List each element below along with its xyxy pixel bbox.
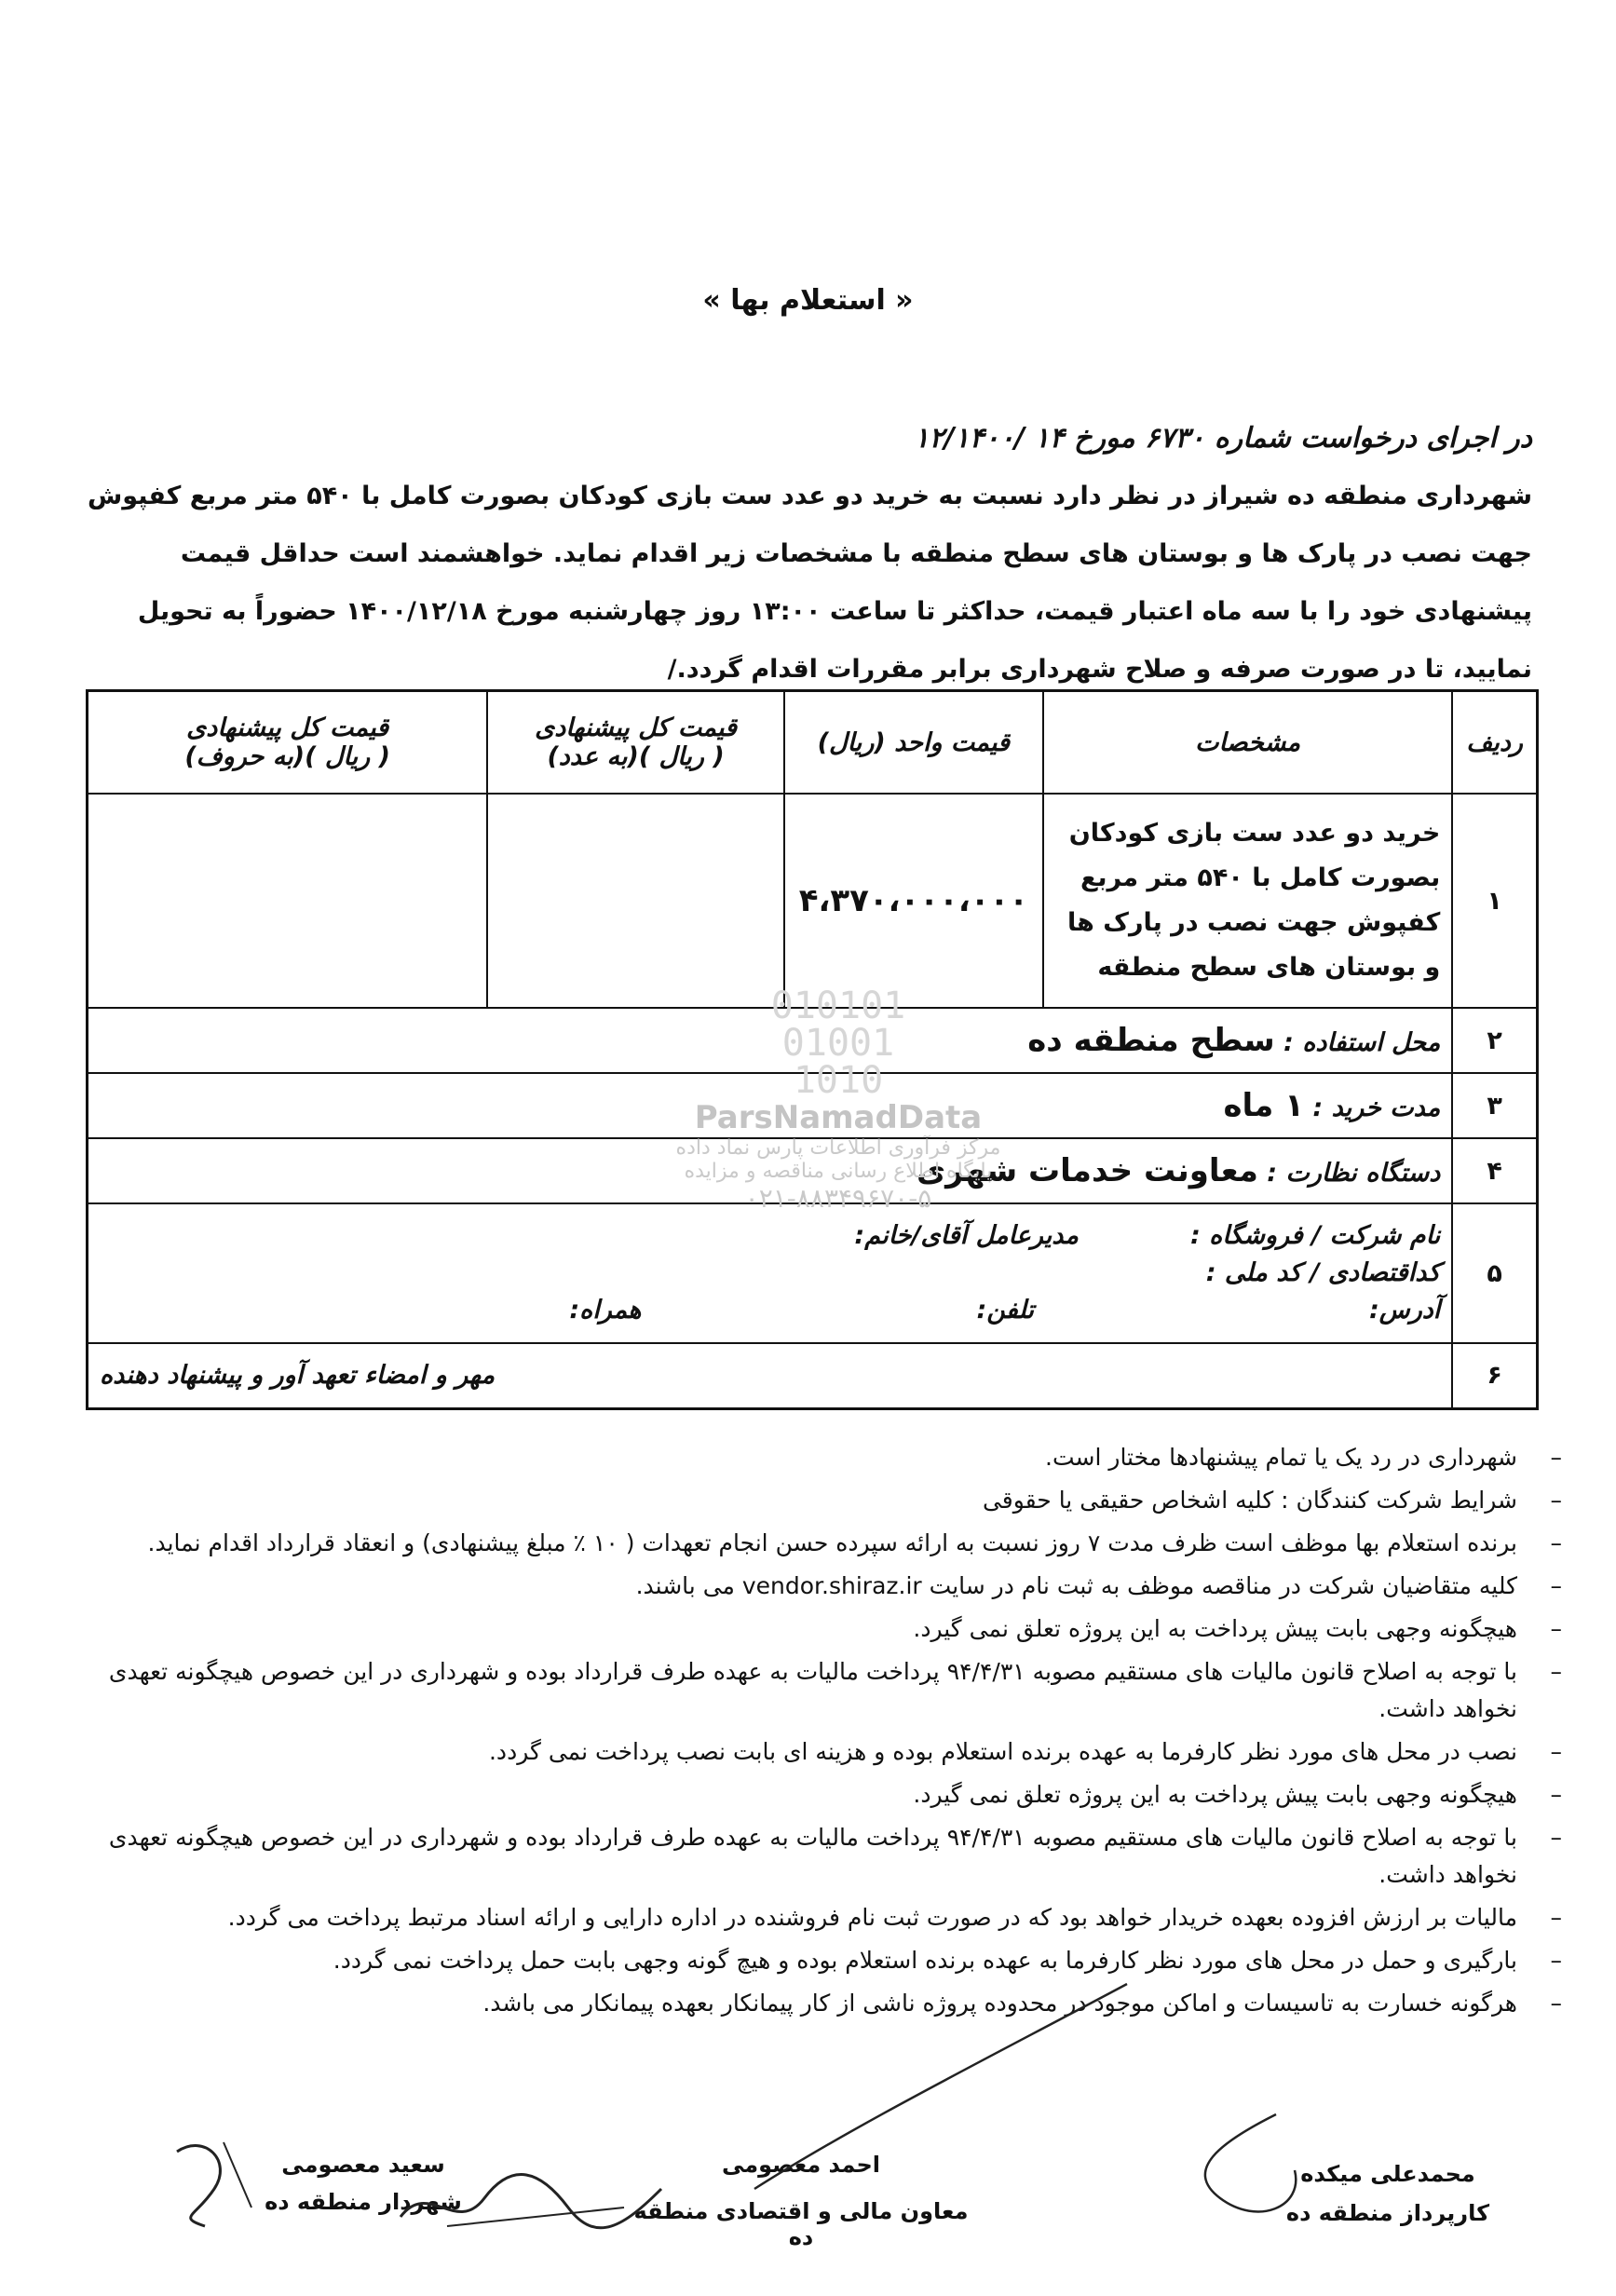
signer-title: شهردار منطقه ده bbox=[265, 2189, 462, 2215]
signer-title: کارپرداز منطقه ده bbox=[1285, 2200, 1490, 2226]
intro-section bbox=[79, 410, 1532, 699]
header-total-numeric-line2: ( ریال )(به عدد) bbox=[547, 742, 725, 771]
supervisor-value: معاونت خدمات شهری bbox=[916, 1152, 1258, 1189]
purchase-duration-value: ۱ ماه bbox=[1223, 1087, 1304, 1124]
bidder-line-3 bbox=[100, 1292, 1440, 1329]
term-item: – شهرداری در رد یک یا تمام پیشنهادها مختار است. bbox=[81, 1439, 1562, 1476]
watermark-phone: ۰۲۱-۸۸۳۴۹۶۷۰-۵ bbox=[744, 1183, 932, 1214]
item-spec: خرید دو عدد ست بازی کودکان بصورت کامل با ۵۴۰ متر مربع کفپوش جهت نصب در پارک ها و بوستان های سطح منطقه bbox=[1043, 794, 1452, 1008]
handwritten-initials bbox=[158, 2124, 270, 2235]
term-item: – کلیه متقاضیان شرکت در مناقصه موظف به ثبت نام در سایت vendor.shiraz.ir می باشند. bbox=[81, 1568, 1562, 1605]
watermark-line2: پایگاه اطلاع رسانی مناقصه و مزایده bbox=[684, 1160, 993, 1183]
signer-title: معاون مالی و اقتصادی منطقه ده bbox=[633, 2198, 969, 2250]
document-title: « استعلام بها » bbox=[702, 284, 914, 317]
header-total-words-line1: قیمت کل پیشنهادی bbox=[186, 713, 389, 742]
watermark-brand: ParsNamadData bbox=[694, 1099, 983, 1136]
table-row bbox=[88, 794, 1538, 1008]
usage-location-label: محل استفاده : bbox=[1283, 1028, 1441, 1057]
row-number: ۵ bbox=[1452, 1203, 1537, 1343]
signer-name: سعید معصومی bbox=[281, 2152, 445, 2178]
reference-line: در اجرای درخواست شماره ۶۷۳۰ مورخ ۱۴ /۱۲/۱۴۰۰ bbox=[914, 422, 1532, 455]
handwritten-mark bbox=[1164, 2105, 1313, 2217]
signer-name: محمدعلی میکده bbox=[1300, 2161, 1475, 2187]
usage-location-value: سطح منطقه ده bbox=[1027, 1022, 1275, 1059]
table-row bbox=[88, 1138, 1538, 1203]
watermark-line1: مرکز فرآوری اطلاعات پارس نماد داده bbox=[675, 1136, 1001, 1160]
term-item: – شرایط شرکت کنندگان : کلیه اشخاص حقیقی یا حقوقی bbox=[81, 1482, 1562, 1519]
row-number: ۱ bbox=[1452, 794, 1537, 1008]
purchase-duration bbox=[88, 1073, 1453, 1138]
address-label: آدرس: bbox=[1368, 1296, 1441, 1325]
watermark-logo: 010101 01001 1010 bbox=[770, 985, 906, 1102]
row-number: ۳ bbox=[1452, 1073, 1537, 1138]
term-item: – بارگیری و حمل در محل های مورد نظر کارفرما به عهده برنده استعلام بوده و هیچ گونه وجهی بابت حمل پرداخت نمی گردد. bbox=[81, 1942, 1562, 1979]
header-row-number: ردیف bbox=[1452, 691, 1537, 795]
phone-label: تلفن: bbox=[976, 1296, 1034, 1325]
signature-block bbox=[75, 2142, 1546, 2263]
table-row bbox=[88, 1008, 1538, 1073]
supervisor-label: دستگاه نظارت : bbox=[1267, 1159, 1441, 1188]
items-table bbox=[86, 689, 1539, 1410]
term-item: – هیچگونه وجهی بابت پیش پرداخت به این پروژه تعلق نمی گیرد. bbox=[81, 1776, 1562, 1814]
term-item: – با توجه به اصلاح قانون مالیات های مستقیم مصوبه ۹۴/۴/۳۱ پرداخت مالیات به عهده طرف قرارداد بوده و شهرداری در این خصوص هیچگونه تعهدی نخواهد داشت. bbox=[81, 1819, 1562, 1894]
stamp-signature-label: مهر و امضاء تعهد آور و پیشنهاد دهنده bbox=[88, 1343, 1453, 1408]
supervisor bbox=[88, 1138, 1453, 1203]
total-words-value bbox=[88, 794, 488, 1008]
header-total-numeric-line1: قیمت کل پیشنهادی bbox=[535, 713, 738, 742]
signer-name: احمد معصومی bbox=[721, 2152, 881, 2178]
table-row bbox=[88, 1343, 1538, 1408]
row-number: ۶ bbox=[1452, 1343, 1537, 1408]
term-item: – نصب در محل های مورد نظر کارفرما به عهده برنده استعلام بوده و هزینه ای بابت نصب پرداخت نمی گردد. bbox=[81, 1733, 1562, 1771]
purchase-duration-label: مدت خرید : bbox=[1312, 1094, 1441, 1122]
handwritten-stroke bbox=[745, 1975, 1136, 2198]
header-spec: مشخصات bbox=[1043, 691, 1452, 795]
handwritten-signature bbox=[391, 2142, 671, 2245]
term-item: – برنده استعلام بها موظف است ظرف مدت ۷ روز نسبت به ارائه سپرده حسن انجام تعهدات ( ۱۰ ٪ مبلغ پیشنهادی) و انعقاد قرارداد اقدام نماید. bbox=[81, 1525, 1562, 1562]
row-number: ۴ bbox=[1452, 1138, 1537, 1203]
unit-price-value: ۴،۳۷۰،۰۰۰،۰۰۰ bbox=[784, 794, 1043, 1008]
header-total-numeric bbox=[487, 691, 783, 795]
table-row bbox=[88, 1073, 1538, 1138]
bidder-line-1 bbox=[100, 1217, 1440, 1255]
row-number: ۲ bbox=[1452, 1008, 1537, 1073]
term-item: – با توجه به اصلاح قانون مالیات های مستقیم مصوبه ۹۴/۴/۳۱ پرداخت مالیات به عهده طرف قرارداد بوده و شهرداری در این خصوص هیچگونه تعهدی نخواهد داشت. bbox=[81, 1653, 1562, 1728]
mobile-label: همراه: bbox=[569, 1296, 642, 1325]
total-numeric-value bbox=[487, 794, 783, 1008]
term-item: – مالیات بر ارزش افزوده بعهده خریدار خواهد بود که در صورت ثبت نام فروشنده در اداره دارایی و ارائه اسناد مرتبط پرداخت می گردد. bbox=[81, 1899, 1562, 1936]
intro-paragraph: شهرداری منطقه ده شیراز در نظر دارد نسبت به خرید دو عدد ست بازی کودکان بصورت کامل با ۵۴۰ متر مربع کفپوش جهت نصب در پارک ها و بوستان های سطح منطقه با مشخصات زیر اقدام نماید. خواهشمند است حداقل قیمت پیشنهادی خود را با سه ماه اعتبار قیمت، حداکثر تا ساعت ۱۳:۰۰ روز چهارشنبه مورخ ۱۴۰۰/۱۲/۱۸ حضوراً به تحویل نمایید، تا در صورت صرفه و صلاح شهرداری برابر مقررات اقدام گردد./ bbox=[88, 482, 1532, 684]
economic-code-label: کداقتصادی / کد ملی : bbox=[1205, 1258, 1441, 1287]
header-unit-price: قیمت واحد (ریال) bbox=[784, 691, 1043, 795]
table-row bbox=[88, 1203, 1538, 1343]
header-total-words-line2: ( ریال )(به حروف) bbox=[184, 742, 390, 771]
company-name-label: نام شرکت / فروشگاه : bbox=[1189, 1221, 1441, 1250]
usage-location bbox=[88, 1008, 1453, 1073]
terms-list bbox=[81, 1439, 1562, 2028]
bidder-info bbox=[88, 1203, 1453, 1343]
header-total-words bbox=[88, 691, 488, 795]
term-item: – هرگونه خسارت به تاسیسات و اماکن موجود در محدوده پروژه ناشی از کار پیمانکار بعهده پیمانکار می باشد. bbox=[81, 1985, 1562, 2022]
term-item: – هیچگونه وجهی بابت پیش پرداخت به این پروژه تعلق نمی گیرد. bbox=[81, 1610, 1562, 1648]
table-header-row bbox=[88, 691, 1538, 795]
manager-label: مدیرعامل آقای/خانم: bbox=[854, 1221, 1079, 1250]
